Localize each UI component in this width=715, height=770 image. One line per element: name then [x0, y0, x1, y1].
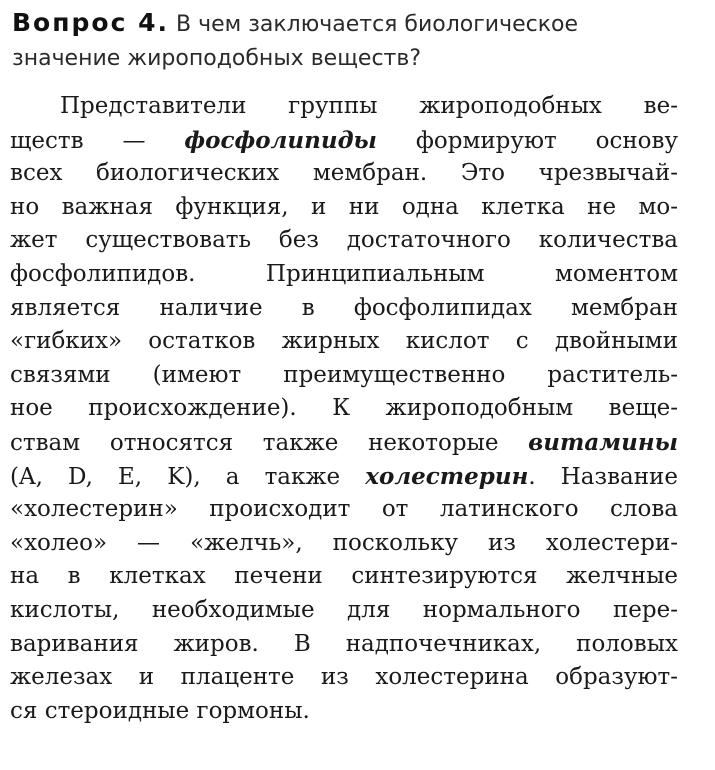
answer-line: [10, 124, 678, 158]
answer-text: варивания жиров. В надпочечниках, половых: [10, 630, 678, 657]
answer-line: [10, 493, 678, 527]
answer-text: кислоты, необходимые для нормального пере-: [10, 596, 678, 623]
answer-text: фосфолипидов. Принципиальным моментом: [10, 260, 678, 287]
answer-line: [10, 90, 678, 124]
question-block: [12, 6, 702, 76]
answer-text: «холестерин» происходит от латинского слова: [10, 496, 678, 523]
answer-line: [10, 359, 678, 393]
answer-line: [10, 460, 678, 494]
answer-text: на в клетках печени синтезируются желчные: [10, 563, 678, 590]
question-line-2: значение жироподобных веществ?: [12, 46, 422, 71]
answer-line: [10, 560, 678, 594]
answer-line: [10, 392, 678, 426]
answer-text: является наличие в фосфолипидах мембран: [10, 294, 678, 321]
key-term: витамины: [528, 428, 678, 456]
answer-text: железах и плаценте из холестерина образуют-: [10, 664, 678, 691]
question-text-part-1: В чем заключается биологическое: [169, 12, 579, 37]
answer-paragraph: [10, 90, 678, 728]
answer-line: [10, 191, 678, 225]
answer-text: ствам относятся также некоторые: [10, 429, 529, 456]
answer-line: [10, 325, 678, 359]
answer-text: . Название: [528, 463, 678, 490]
answer-text: формируют основу: [376, 127, 678, 154]
answer-line: [10, 157, 678, 191]
answer-line: [10, 594, 678, 628]
answer-line: [10, 628, 678, 662]
key-term: фосфолипиды: [184, 126, 377, 154]
answer-text: «холео» — «желчь», поскольку из холестери-: [10, 529, 678, 556]
answer-text: всех биологических мембран. Это чрезвычай-: [10, 160, 678, 187]
answer-line: [10, 258, 678, 292]
answer-text: (A, D, E, K), а также: [10, 463, 366, 490]
question-line-1: [12, 6, 702, 42]
answer-text: но важная функция, и ни одна клетка не мо-: [10, 193, 678, 220]
question-label: Вопрос 4.: [12, 8, 169, 37]
answer-text: жет существовать без достаточного количества: [10, 227, 678, 254]
answer-line: [10, 224, 678, 258]
answer-text: ся стероидные гормоны.: [10, 697, 310, 724]
answer-text: «гибких» остатков жирных кислот с двойными: [10, 328, 678, 355]
answer-text: связями (имеют преимущественно раститель-: [10, 361, 678, 388]
answer-line: [10, 527, 678, 561]
answer-text: Представители группы жироподобных ве-: [60, 93, 678, 119]
answer-text: ное происхождение). К жироподобным веще-: [10, 395, 678, 422]
answer-line: [10, 695, 678, 729]
answer-line: [10, 292, 678, 326]
answer-line: [10, 661, 678, 695]
answer-text: ществ —: [10, 127, 185, 154]
key-term: холестерин: [365, 462, 529, 490]
answer-line: [10, 426, 678, 460]
